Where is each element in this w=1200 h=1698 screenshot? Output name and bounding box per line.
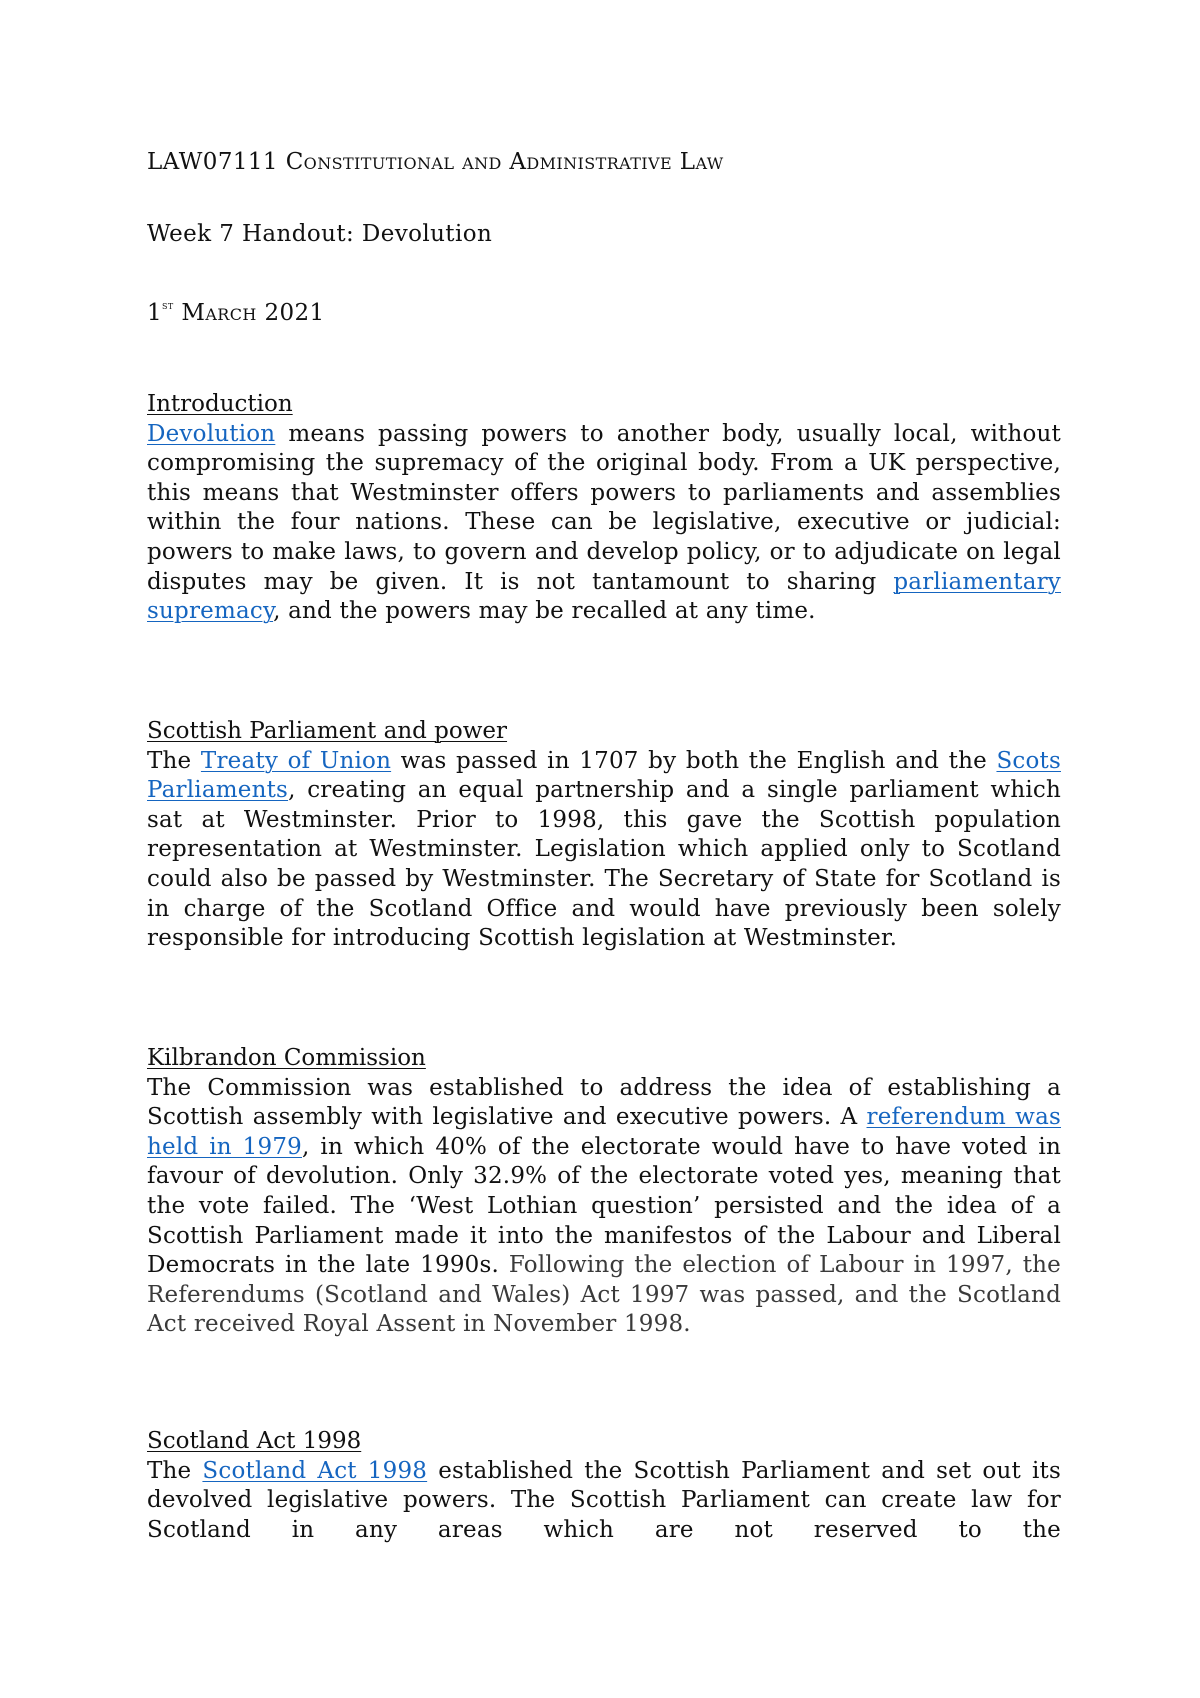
course-title [147, 146, 724, 178]
handout-title: Week 7 Handout: Devolution [147, 221, 493, 247]
section-heading: Scotland Act 1998 [147, 1428, 362, 1454]
paragraph-text: The Commission was established to address the idea of establishing a Scottish assembly with legislative and executive powers. A [147, 1074, 1061, 1131]
paragraph-text: was passed in 1707 by both the English and the [391, 747, 997, 774]
paragraph-text: The [147, 747, 201, 774]
section-heading: Introduction [147, 391, 293, 417]
section-heading: Kilbrandon Commission [147, 1045, 426, 1071]
link-treaty-of-union[interactable]: Treaty of Union [200, 747, 392, 774]
link-scotland-act-1998[interactable]: Scotland Act 1998 [202, 1457, 428, 1484]
link-parliamentary-supremacy[interactable]: parliamentary supremacy [147, 568, 1061, 625]
paragraph-text: The [147, 1457, 203, 1484]
link-devolution[interactable]: Devolution [147, 420, 276, 447]
date-month-year: March 2021 [181, 300, 325, 326]
section-paragraph [147, 1457, 1061, 1546]
date-day: 1 [147, 300, 163, 326]
section-kilbrandon-commission [147, 1044, 1061, 1340]
paragraph-text: , creating an equal partnership and a single parliament which sat at Westminster. Prior to 1998, this gave the Scottish population representation at Westminster. Legislation which applied only to Scotland could also be passed by Westminster. The Secretary of State for Scotland is in charge of the Scotland Office and would have previously been solely responsible for introducing Scottish legislation at Westminster. [147, 777, 1061, 952]
section-introduction [147, 390, 1061, 627]
course-code: LAW07111 [147, 149, 278, 175]
paragraph-text: means passing powers to another body, usually local, without compromising the supremacy of the original body. From a UK perspective, this means that Westminster offers powers to parliaments and assemblies within the four nations. These can be legislative, executive or judicial: powers to make laws, to govern and develop policy, or to adjudicate on legal disputes may be given. It is not tantamount to sharing [147, 420, 1061, 595]
paragraph-text: established the Scottish Parliament and set out its devolved legislative powers. The Scottish Parliament can create law for Scotland in any areas which are not reserved to the [147, 1457, 1061, 1543]
section-paragraph [147, 420, 1061, 627]
link-scots-parliaments[interactable]: Scots Parliaments [147, 747, 1061, 804]
paragraph-text: Following the election of Labour in 1997, the Referendums (Scotland and Wales) Act 1997 was passed, and the Scotland Act received Royal Assent in November 1998. [147, 1252, 1061, 1338]
handout-date [147, 290, 325, 329]
section-scotland-act [147, 1427, 1061, 1545]
paragraph-text: , in which 40% of the electorate would have to have voted in favour of devolution. Only 32.9% of the electorate voted yes, meaning that the vote failed. The ‘West Lothian question’ persisted and the idea of a Scottish Parliament made it into the manifestos of the Labour and Liberal Democrats in the late 1990s. [147, 1133, 1061, 1279]
date-ordinal: st [162, 299, 174, 312]
course-name: Constitutional and Administrative Law [285, 149, 724, 175]
link-referendum-1979[interactable]: referendum was held in 1979 [147, 1104, 1061, 1160]
section-paragraph [147, 747, 1061, 954]
section-scottish-parliament [147, 717, 1061, 954]
section-paragraph [147, 1074, 1061, 1340]
section-heading: Scottish Parliament and power [147, 718, 508, 744]
paragraph-text: , and the powers may be recalled at any time. [273, 598, 816, 625]
